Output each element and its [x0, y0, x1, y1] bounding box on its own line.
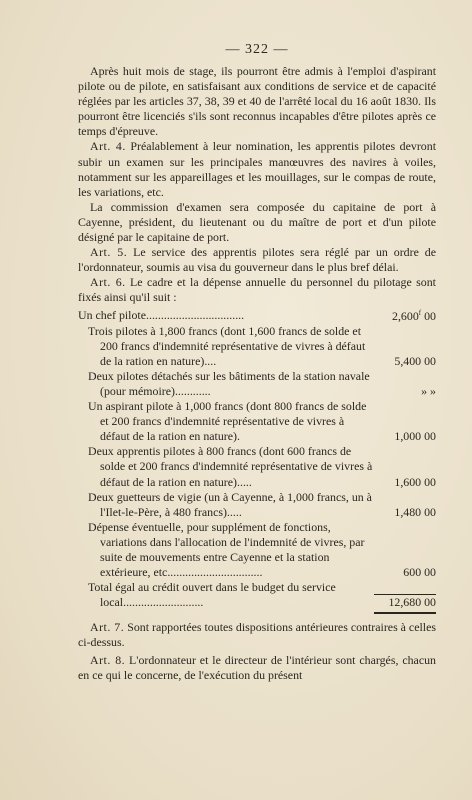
budget-row: Dépense éventuelle, pour supplément de fonctions, variations dans l'allocation de l'indemnité de vivres, par suite de mouvements entre Cayenne et la station extérieure, etc................................ 600 00 [88, 519, 436, 580]
budget-row: Deux pilotes détachés sur les bâtiments de la station navale (pour mémoire)............ » » [88, 368, 436, 398]
budget-total-row: Total égal au crédit ouvert dans le budget du service local........................... 12,680 00 [88, 580, 436, 610]
article-4: Art. 4. Préalablement à leur nomination, les apprentis pilotes devront subir un examen sur les principales manœuvres des navires à voiles, notamment sur les appareillages et les mouillages, sur le compas de route, les variations, etc. [78, 139, 437, 199]
article-7: Art. 7. Sont rapportées toutes dispositions antérieures contraires à celles ci-dessus. [78, 620, 436, 650]
article-4-commission: La commission d'examen sera composée du capitaine de port à Cayenne, président, du lieutenant ou du maître de port et d'un pilote désigné par le capitaine de port. [78, 199, 436, 245]
article-5-label: Art. 5. [90, 245, 128, 260]
budget-row: Deux guetteurs de vigie (un à Cayenne, à 1,000 francs, un à l'Ilet-le-Père, à 480 francs)..... 1,480 00 [88, 489, 436, 519]
page-number: — 322 — [225, 42, 289, 57]
article-5: Art. 5. Le service des apprentis pilotes sera réglé par un ordre de l'ordonnateur, soumis au visa du gouverneur dans le plus bref délai. [78, 245, 436, 275]
article-6-label: Art. 6. [90, 275, 126, 290]
budget-table [78, 306, 436, 615]
budget-row: Un chef pilote................................. 2,600$^f$ 00 [78, 308, 436, 323]
article-6: Art. 6. Le cadre et la dépense annuelle du personnel du pilotage sont fixés ainsi qu'il suit : [78, 275, 436, 305]
budget-row: Deux apprentis pilotes à 800 francs (dont 600 francs de solde et 200 francs d'indemnité représentative de vivres à défaut de la ration en nature)..... 1,600 00 [88, 444, 436, 489]
total-underline [374, 612, 436, 614]
article-8: Art. 8. L'ordonnateur et le directeur de l'intérieur sont chargés, chacun en ce qui le concerne, de l'exécution du présent [78, 652, 436, 682]
article-7-label: Art. 7. [90, 620, 125, 635]
budget-row: Trois pilotes à 1,800 francs (dont 1,600 francs de solde et 200 francs d'indemnité représentative de vivres à défaut de la ration en nature).... 5,400 00 [88, 323, 436, 368]
article-4-label: Art. 4. [90, 139, 126, 154]
article-8-label: Art. 8. [90, 652, 126, 667]
para-intro: Après huit mois de stage, ils pourront être admis à l'emploi d'aspirant pilote ou de pilote, en satisfaisant aux conditions de service et de capacité réglées par les articles 37, 38, 39 et 40 de l'arrêté local du 16 août 1830. Ils pourront être licenciés s'ils sont reconnus incapables d'être pilotes après ce temps d'épreuve. [78, 64, 436, 139]
budget-row: Un aspirant pilote à 1,000 francs (dont 800 francs de solde et 200 francs d'indemnité représentative de vivres à défaut de la ration en nature). 1,000 00 [88, 399, 436, 444]
